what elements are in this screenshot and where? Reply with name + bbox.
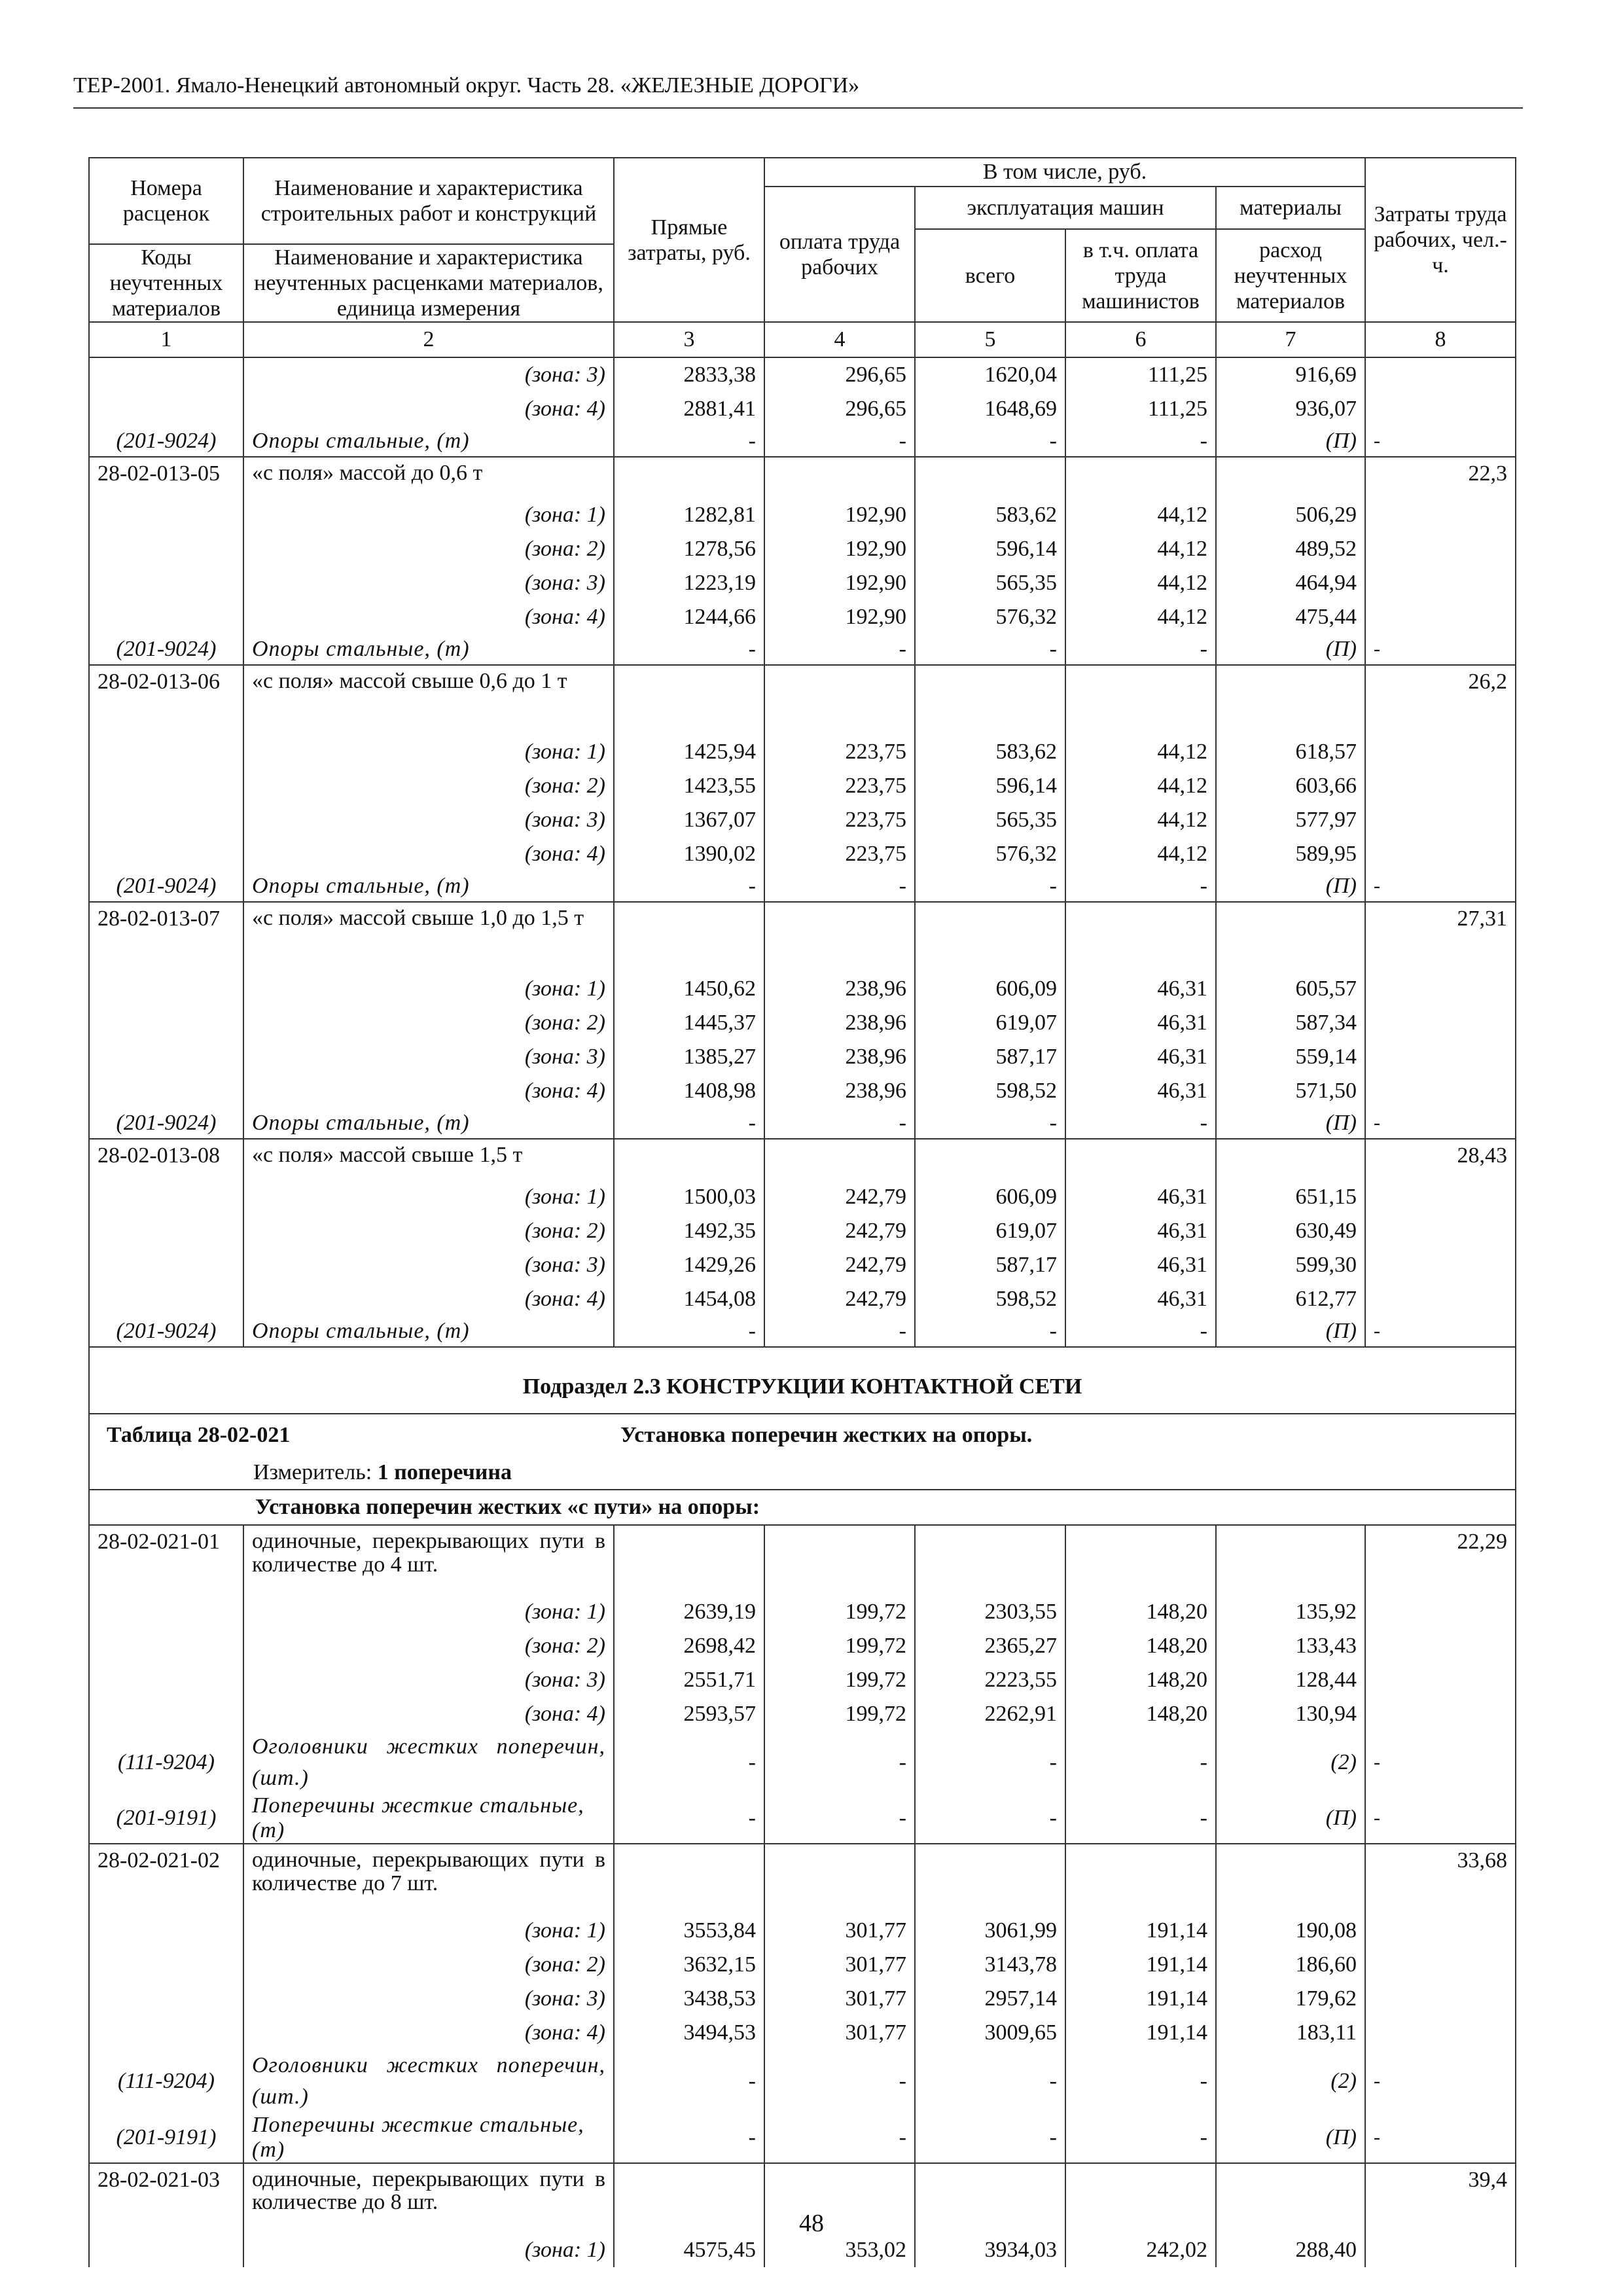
- rate-code: 28-02-013-05: [89, 457, 243, 498]
- zone-label: (зона: 4): [243, 600, 614, 634]
- dash: -: [764, 1731, 915, 1793]
- machinist-wage: 44,12: [1065, 803, 1216, 837]
- dash: -: [1065, 2113, 1216, 2163]
- dash: -: [1065, 634, 1216, 665]
- material-name: Опоры стальные, (т): [243, 1108, 614, 1139]
- rate-code: 28-02-013-08: [89, 1139, 243, 1180]
- material-code: (201-9191): [89, 1793, 243, 1844]
- dash: -: [614, 426, 764, 457]
- material-name: Опоры стальные, (т): [243, 1316, 614, 1347]
- machines-total: 3934,03: [915, 2233, 1065, 2267]
- col-num-3: 3: [614, 322, 764, 357]
- dash: -: [1365, 634, 1516, 665]
- machinist-wage: 46,31: [1065, 1248, 1216, 1282]
- dash: -: [915, 634, 1065, 665]
- machinist-wage: 191,14: [1065, 1914, 1216, 1948]
- table-number: Таблица 28-02-021: [107, 1423, 291, 1448]
- rate-code: 28-02-013-07: [89, 902, 243, 972]
- machines-total: 3143,78: [915, 1948, 1065, 1982]
- direct-cost: 3553,84: [614, 1914, 764, 1948]
- zone-label: (зона: 2): [243, 769, 614, 803]
- dash: -: [764, 1316, 915, 1347]
- zone-label: (зона: 4): [243, 2016, 614, 2050]
- labor-cost: 33,68: [1365, 1844, 1516, 1914]
- material-name: Оголовники жестких поперечин, (шт.): [243, 1731, 614, 1793]
- materials: 559,14: [1216, 1040, 1365, 1074]
- machines-total: 583,62: [915, 498, 1065, 532]
- machinist-wage: 111,25: [1065, 357, 1216, 392]
- machinist-wage: 46,31: [1065, 1074, 1216, 1108]
- zone-label: (зона: 1): [243, 1595, 614, 1629]
- machines-total: 1648,69: [915, 392, 1065, 426]
- zone-label: (зона: 2): [243, 1006, 614, 1040]
- dash: -: [915, 1731, 1065, 1793]
- direct-cost: 2593,57: [614, 1697, 764, 1731]
- col-material-code-header: Коды неучтенных материалов: [89, 244, 243, 322]
- material-quantity: (П): [1216, 1316, 1365, 1347]
- dash: -: [1065, 426, 1216, 457]
- wage: 238,96: [764, 972, 915, 1006]
- dash: -: [614, 1316, 764, 1347]
- material-quantity: (П): [1216, 871, 1365, 902]
- direct-cost: 1244,66: [614, 600, 764, 634]
- dash: -: [614, 1108, 764, 1139]
- wage: 223,75: [764, 803, 915, 837]
- materials: 190,08: [1216, 1914, 1365, 1948]
- machines-total: 576,32: [915, 837, 1065, 871]
- labor-cost: 28,43: [1365, 1139, 1516, 1180]
- col-machinist-wage-header: в т.ч. оплата труда машинистов: [1065, 229, 1216, 322]
- machines-total: 2365,27: [915, 1629, 1065, 1663]
- dash: -: [915, 426, 1065, 457]
- materials: 130,94: [1216, 1697, 1365, 1731]
- zone-label: (зона: 3): [243, 1040, 614, 1074]
- direct-cost: 1492,35: [614, 1214, 764, 1248]
- zone-label: (зона: 2): [243, 1629, 614, 1663]
- machines-total: 598,52: [915, 1282, 1065, 1316]
- machines-total: 598,52: [915, 1074, 1065, 1108]
- direct-cost: 1450,62: [614, 972, 764, 1006]
- material-quantity: (П): [1216, 2113, 1365, 2163]
- labor-cost: 26,2: [1365, 665, 1516, 735]
- material-quantity: (П): [1216, 634, 1365, 665]
- page-number: 48: [799, 2210, 824, 2237]
- machines-total: 576,32: [915, 600, 1065, 634]
- direct-cost: 3438,53: [614, 1982, 764, 2016]
- dash: -: [764, 1793, 915, 1844]
- zone-label: (зона: 3): [243, 1982, 614, 2016]
- labor-cost: 22,3: [1365, 457, 1516, 498]
- dash: -: [1365, 1108, 1516, 1139]
- col-work-name-header: Наименование и характеристика строительных работ и конструкций: [243, 158, 614, 244]
- zone-label: (зона: 4): [243, 1282, 614, 1316]
- dash: -: [1365, 426, 1516, 457]
- materials: 651,15: [1216, 1180, 1365, 1214]
- machinist-wage: 148,20: [1065, 1697, 1216, 1731]
- materials: 506,29: [1216, 498, 1365, 532]
- materials: 618,57: [1216, 735, 1365, 769]
- wage: 242,79: [764, 1214, 915, 1248]
- wage: 223,75: [764, 735, 915, 769]
- machinist-wage: 46,31: [1065, 972, 1216, 1006]
- dash: -: [915, 1316, 1065, 1347]
- dash: -: [915, 871, 1065, 902]
- dash: -: [1365, 2050, 1516, 2112]
- zone-label: (зона: 1): [243, 1180, 614, 1214]
- dash: -: [1065, 1793, 1216, 1844]
- wage: 238,96: [764, 1040, 915, 1074]
- wage: 301,77: [764, 1914, 915, 1948]
- col-machines-total-header: всего: [915, 229, 1065, 322]
- section-title: Подраздел 2.3 КОНСТРУКЦИИ КОНТАКТНОЙ СЕТИ: [89, 1347, 1516, 1414]
- machinist-wage: 44,12: [1065, 735, 1216, 769]
- direct-cost: 1425,94: [614, 735, 764, 769]
- machines-total: 3061,99: [915, 1914, 1065, 1948]
- zone-label: (зона: 1): [243, 735, 614, 769]
- zone-label: (зона: 3): [243, 1663, 614, 1697]
- section-block: [89, 1347, 1516, 1525]
- dash: -: [1065, 1316, 1216, 1347]
- machinist-wage: 148,20: [1065, 1629, 1216, 1663]
- zone-label: (зона: 2): [243, 1214, 614, 1248]
- incl-header: В том числе, руб.: [764, 158, 1365, 187]
- dash: -: [764, 1108, 915, 1139]
- dash: -: [1365, 1731, 1516, 1793]
- wage: 192,90: [764, 600, 915, 634]
- direct-cost: 4575,45: [614, 2233, 764, 2267]
- materials: 475,44: [1216, 600, 1365, 634]
- machines-total: 3009,65: [915, 2016, 1065, 2050]
- material-code: (201-9024): [89, 426, 243, 457]
- machines-total: 606,09: [915, 1180, 1065, 1214]
- materials: 605,57: [1216, 972, 1365, 1006]
- machines-total: 596,14: [915, 769, 1065, 803]
- direct-cost: 2551,71: [614, 1663, 764, 1697]
- material-code: (111-9204): [89, 1731, 243, 1793]
- wage: 223,75: [764, 769, 915, 803]
- rate-code: 28-02-021-02: [89, 1844, 243, 1914]
- dash: -: [764, 426, 915, 457]
- material-quantity: (2): [1216, 2050, 1365, 2112]
- machinist-wage: 191,14: [1065, 1948, 1216, 1982]
- materials: 577,97: [1216, 803, 1365, 837]
- materials: 135,92: [1216, 1595, 1365, 1629]
- rate-description: «с поля» массой до 0,6 т: [243, 457, 614, 498]
- rate-description: «с поля» массой свыше 0,6 до 1 т: [243, 665, 614, 735]
- col-num-5: 5: [915, 322, 1065, 357]
- col-num-7: 7: [1216, 322, 1365, 357]
- col-labor-header: Затраты труда рабочих, чел.-ч.: [1365, 158, 1516, 322]
- machines-total: 565,35: [915, 803, 1065, 837]
- materials-header: материалы: [1216, 187, 1365, 229]
- price-table: [88, 157, 1516, 2267]
- rate-code: 28-02-021-01: [89, 1525, 243, 1595]
- wage: 192,90: [764, 532, 915, 566]
- zone-label: (зона: 3): [243, 1248, 614, 1282]
- zone-label: (зона: 3): [243, 803, 614, 837]
- wage: 296,65: [764, 392, 915, 426]
- wage: 238,96: [764, 1006, 915, 1040]
- wage: 242,79: [764, 1248, 915, 1282]
- zone-label: (зона: 4): [243, 1697, 614, 1731]
- machinist-wage: 148,20: [1065, 1663, 1216, 1697]
- zone-label: (зона: 4): [243, 837, 614, 871]
- direct-cost: 1278,56: [614, 532, 764, 566]
- machinist-wage: 44,12: [1065, 769, 1216, 803]
- direct-cost: 2833,38: [614, 357, 764, 392]
- dash: -: [764, 871, 915, 902]
- wage: 296,65: [764, 357, 915, 392]
- machinist-wage: 44,12: [1065, 532, 1216, 566]
- direct-cost: 1282,81: [614, 498, 764, 532]
- materials: 571,50: [1216, 1074, 1365, 1108]
- machinist-wage: 46,31: [1065, 1180, 1216, 1214]
- material-code: (201-9191): [89, 2113, 243, 2163]
- dash: -: [764, 2113, 915, 2163]
- col-wage-header: оплата труда рабочих: [764, 187, 915, 322]
- wage: 199,72: [764, 1697, 915, 1731]
- zone-label: (зона: 3): [243, 357, 614, 392]
- material-quantity: (П): [1216, 1108, 1365, 1139]
- material-code: (111-9204): [89, 2050, 243, 2112]
- wage: 192,90: [764, 566, 915, 600]
- table-body-021: [89, 1525, 1516, 2267]
- col-direct-cost-header: Прямые затраты, руб.: [614, 158, 764, 322]
- materials: 589,95: [1216, 837, 1365, 871]
- direct-cost: 1500,03: [614, 1180, 764, 1214]
- material-name: Опоры стальные, (т): [243, 426, 614, 457]
- machines-header: эксплуатация машин: [915, 187, 1216, 229]
- dash: -: [614, 2113, 764, 2163]
- machines-total: 583,62: [915, 735, 1065, 769]
- machinist-wage: 46,31: [1065, 1040, 1216, 1074]
- labor-cost: 27,31: [1365, 902, 1516, 972]
- rate-code: 28-02-021-03: [89, 2163, 243, 2233]
- dash: -: [614, 871, 764, 902]
- materials: 464,94: [1216, 566, 1365, 600]
- machinist-wage: 44,12: [1065, 498, 1216, 532]
- zone-label: (зона: 2): [243, 1948, 614, 1982]
- machines-total: 565,35: [915, 566, 1065, 600]
- machinist-wage: 242,02: [1065, 2233, 1216, 2267]
- material-quantity: (П): [1216, 426, 1365, 457]
- material-name: Поперечины жесткие стальные, (т): [243, 1793, 614, 1844]
- col-material-name-header: Наименование и характеристика неучтенных расценками материалов, единица измерения: [243, 244, 614, 322]
- materials: 587,34: [1216, 1006, 1365, 1040]
- wage: 301,77: [764, 1982, 915, 2016]
- machines-total: 587,17: [915, 1040, 1065, 1074]
- dash: -: [764, 634, 915, 665]
- page-header: ТЕР-2001. Ямало-Ненецкий автономный округ. Часть 28. «ЖЕЛЕЗНЫЕ ДОРОГИ»: [73, 73, 1523, 109]
- materials: 916,69: [1216, 357, 1365, 392]
- col-num-2: 2: [243, 322, 614, 357]
- machines-total: 2262,91: [915, 1697, 1065, 1731]
- materials: 179,62: [1216, 1982, 1365, 2016]
- zone-label: (зона: 2): [243, 532, 614, 566]
- direct-cost: 3494,53: [614, 2016, 764, 2050]
- material-name: Опоры стальные, (т): [243, 871, 614, 902]
- col-num-4: 4: [764, 322, 915, 357]
- dash: -: [915, 1108, 1065, 1139]
- wage: 242,79: [764, 1180, 915, 1214]
- col-num-6: 6: [1065, 322, 1216, 357]
- col-num-8: 8: [1365, 322, 1516, 357]
- dash: -: [1065, 1108, 1216, 1139]
- material-name: Опоры стальные, (т): [243, 634, 614, 665]
- materials: 599,30: [1216, 1248, 1365, 1282]
- wage: 199,72: [764, 1663, 915, 1697]
- col-num-1: 1: [89, 322, 243, 357]
- table-body: [89, 357, 1516, 1347]
- machinist-wage: 148,20: [1065, 1595, 1216, 1629]
- dash: -: [614, 1731, 764, 1793]
- dash: -: [614, 1793, 764, 1844]
- wage: 223,75: [764, 837, 915, 871]
- material-quantity: (2): [1216, 1731, 1365, 1793]
- materials: 630,49: [1216, 1214, 1365, 1248]
- dash: -: [1365, 871, 1516, 902]
- labor-cost: 22,29: [1365, 1525, 1516, 1595]
- machinist-wage: 44,12: [1065, 837, 1216, 871]
- measure-label: Измеритель:: [253, 1460, 378, 1485]
- material-name: Поперечины жесткие стальные, (т): [243, 2113, 614, 2163]
- col-materials-header: расход неучтенных материалов: [1216, 229, 1365, 322]
- rate-description: «с поля» массой свыше 1,5 т: [243, 1139, 614, 1180]
- dash: -: [1065, 871, 1216, 902]
- materials: 612,77: [1216, 1282, 1365, 1316]
- dash: -: [1365, 2113, 1516, 2163]
- material-name: Оголовники жестких поперечин, (шт.): [243, 2050, 614, 2112]
- material-quantity: (П): [1216, 1793, 1365, 1844]
- dash: -: [915, 1793, 1065, 1844]
- zone-label: (зона: 1): [243, 2233, 614, 2267]
- dash: -: [1065, 2050, 1216, 2112]
- zone-label: (зона: 1): [243, 972, 614, 1006]
- direct-cost: 1367,07: [614, 803, 764, 837]
- zone-label: (зона: 4): [243, 1074, 614, 1108]
- machinist-wage: 46,31: [1065, 1282, 1216, 1316]
- machinist-wage: 46,31: [1065, 1006, 1216, 1040]
- machines-total: 587,17: [915, 1248, 1065, 1282]
- direct-cost: 2881,41: [614, 392, 764, 426]
- material-code: (201-9024): [89, 1316, 243, 1347]
- materials: 288,40: [1216, 2233, 1365, 2267]
- machines-total: 619,07: [915, 1006, 1065, 1040]
- direct-cost: 1408,98: [614, 1074, 764, 1108]
- zone-label: (зона: 3): [243, 566, 614, 600]
- wage: 199,72: [764, 1629, 915, 1663]
- machinist-wage: 111,25: [1065, 392, 1216, 426]
- machines-total: 1620,04: [915, 357, 1065, 392]
- machinist-wage: 44,12: [1065, 600, 1216, 634]
- table-name: Установка поперечин жестких на опоры.: [620, 1423, 1033, 1448]
- material-code: (201-9024): [89, 634, 243, 665]
- dash: -: [915, 2050, 1065, 2112]
- direct-cost: 1429,26: [614, 1248, 764, 1282]
- dash: -: [915, 2113, 1065, 2163]
- zone-label: (зона: 1): [243, 1914, 614, 1948]
- labor-cost: 39,4: [1365, 2163, 1516, 2233]
- direct-cost: 1223,19: [614, 566, 764, 600]
- wage: 353,02: [764, 2233, 915, 2267]
- wage: 192,90: [764, 498, 915, 532]
- machinist-wage: 46,31: [1065, 1214, 1216, 1248]
- dash: -: [614, 2050, 764, 2112]
- direct-cost: 1390,02: [614, 837, 764, 871]
- sub-header: Установка поперечин жестких «с пути» на опоры:: [243, 1490, 1516, 1525]
- wage: 238,96: [764, 1074, 915, 1108]
- materials: 603,66: [1216, 769, 1365, 803]
- dash: -: [1365, 1316, 1516, 1347]
- machines-total: 596,14: [915, 532, 1065, 566]
- wage: 301,77: [764, 1948, 915, 1982]
- col-rate-number-header: Номера расценок: [89, 158, 243, 244]
- machines-total: 2303,55: [915, 1595, 1065, 1629]
- machines-total: 619,07: [915, 1214, 1065, 1248]
- dash: -: [614, 634, 764, 665]
- direct-cost: 1385,27: [614, 1040, 764, 1074]
- dash: -: [764, 2050, 915, 2112]
- wage: 242,79: [764, 1282, 915, 1316]
- machines-total: 606,09: [915, 972, 1065, 1006]
- rate-description: «с поля» массой свыше 1,0 до 1,5 т: [243, 902, 614, 972]
- table-header: [89, 158, 1516, 357]
- rate-description: одиночные, перекрывающих пути в количестве до 7 шт.: [243, 1844, 614, 1914]
- dash: -: [1365, 1793, 1516, 1844]
- measure-value: 1 поперечина: [377, 1460, 512, 1485]
- material-code: (201-9024): [89, 1108, 243, 1139]
- materials: 128,44: [1216, 1663, 1365, 1697]
- machines-total: 2223,55: [915, 1663, 1065, 1697]
- zone-label: (зона: 1): [243, 498, 614, 532]
- material-code: (201-9024): [89, 871, 243, 902]
- direct-cost: 1445,37: [614, 1006, 764, 1040]
- direct-cost: 2698,42: [614, 1629, 764, 1663]
- materials: 183,11: [1216, 2016, 1365, 2050]
- materials: 936,07: [1216, 392, 1365, 426]
- direct-cost: 1423,55: [614, 769, 764, 803]
- machinist-wage: 191,14: [1065, 2016, 1216, 2050]
- direct-cost: 1454,08: [614, 1282, 764, 1316]
- direct-cost: 2639,19: [614, 1595, 764, 1629]
- rate-description: одиночные, перекрывающих пути в количестве до 4 шт.: [243, 1525, 614, 1595]
- materials: 186,60: [1216, 1948, 1365, 1982]
- machinist-wage: 191,14: [1065, 1982, 1216, 2016]
- wage: 301,77: [764, 2016, 915, 2050]
- dash: -: [1065, 1731, 1216, 1793]
- direct-cost: 3632,15: [614, 1948, 764, 1982]
- materials: 133,43: [1216, 1629, 1365, 1663]
- materials: 489,52: [1216, 532, 1365, 566]
- machinist-wage: 44,12: [1065, 566, 1216, 600]
- wage: 199,72: [764, 1595, 915, 1629]
- machines-total: 2957,14: [915, 1982, 1065, 2016]
- rate-description: одиночные, перекрывающих пути в количестве до 8 шт.: [243, 2163, 614, 2233]
- zone-label: (зона: 4): [243, 392, 614, 426]
- rate-code: 28-02-013-06: [89, 665, 243, 735]
